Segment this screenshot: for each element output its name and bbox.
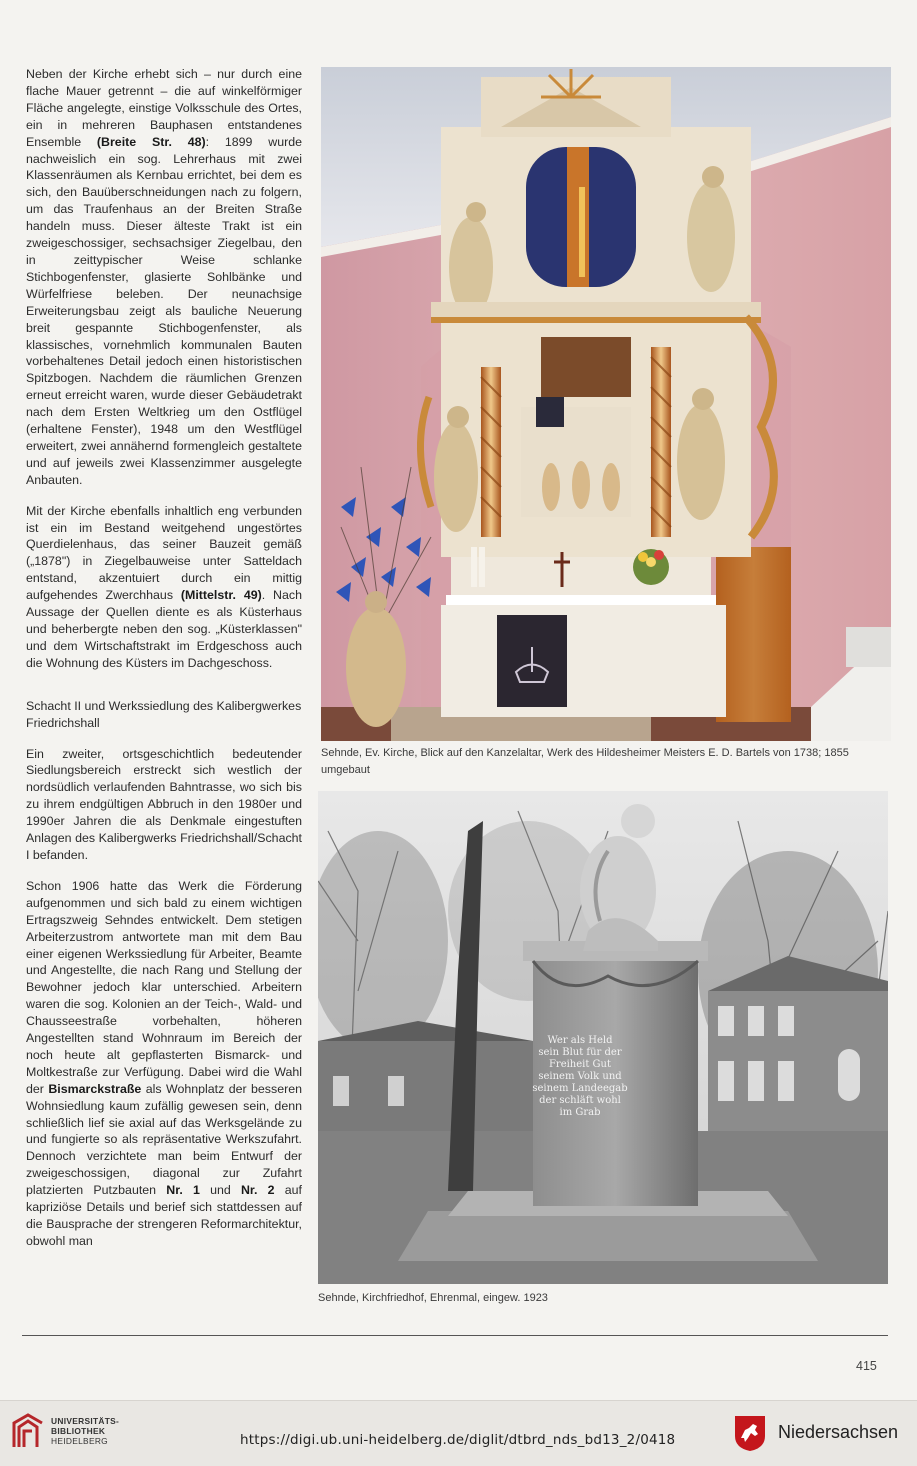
section-heading: Schacht II und Werkssiedlung des Kalibergwerkes Friedrichshall (26, 698, 302, 730)
memorial-photo-caption: Sehnde, Kirchfriedhof, Ehrenmal, eingew. 1923 (318, 1292, 548, 1304)
svg-text:seinem Landeegab: seinem Landeegab (532, 1083, 628, 1094)
altar-photo-caption: Sehnde, Ev. Kirche, Blick auf den Kanzelaltar, Werk des Hildesheimer Meisters E. D. Bartels von 1738; 1855 umgebaut (321, 747, 849, 776)
page-number: 415 (856, 1359, 877, 1373)
document-url-link[interactable]: https://digi.ub.uni-heidelberg.de/diglit/dtbrd_nds_bd13_2/0418 (240, 1432, 676, 1448)
niedersachsen-horse-crest-icon (733, 1414, 767, 1452)
svg-text:seinem Volk und: seinem Volk und (538, 1071, 622, 1082)
address-mittelstr: (Mittelstr. 49) (180, 588, 262, 603)
niedersachsen-label: Niedersachsen (778, 1422, 899, 1442)
street-bismarckstrasse: Bismarckstraße (48, 1081, 142, 1096)
altar-illustration (321, 67, 891, 741)
viewer-footer (0, 1400, 917, 1466)
paragraph-kuesterhaus: Mit der Kirche ebenfalls inhaltlich eng verbunden ist ein im Bestand weitgehend ungestörtes Querdielenhaus, das seiner Bauzeit gemäß („1878") in Ziegelbauweise unter Satteldach entstand, akzentuiert durch ein mittig aufgehendes Zwerchhaus (Mittelstr. 49). Nach Aussage der Quellen diente es als Küsterhaus und beherbergte neben den sog. „Küsterklassen" und dem Wirtschaftstrakt im Erdgeschoss auch die Wohnung des Küsters im Dachgeschoss. (26, 503, 302, 670)
house-nr-2: Nr. 2 (240, 1183, 275, 1198)
altar-photo (321, 67, 891, 741)
memorial-illustration (318, 791, 888, 1284)
heidelberg-library-logo-icon (10, 1413, 46, 1451)
paragraph-volksschule: Neben der Kirche erhebt sich – nur durch eine flache Mauer getrennt – die auf winkelförmiger Fläche angelegte, einstige Volksschule des Ortes, ein in mehreren Bauphasen entstandenes Ensemble (Breite Str. 48): 1899 wurde nachweislich ein sog. Lehrerhaus mit zwei Klassenräumen als Kernbau errichtet, bei dem es sich, den Bauüberschneidungen nach zu folgern, um das Traufenhaus an der Breiten Straße handeln muss. Dieser älteste Trakt ist ein zweigeschossiger, sechsachsiger Ziegelbau, den in zeittypischer Weise schlanke Stichbogenfenster, glasierte Sohlbänke und Würfelfriese beleben. Der neunachsige Erweiterungsbau zeigt als bauliche Neuerung breit gespannte Stichbogenfenster, als klassisches, vornehmlich kommunalen Bauten vorbehaltenes Detail jedoch einen historistischen Spitzbogen. Nachdem die räumlichen Grenzen erneut erreicht waren, wurde dieser Gebäudetrakt nach dem Ersten Weltkrieg um den Ostflügel (erhaltene Fenster), 1948 um den Westflügel erweitert, zwei annähernd formengleich gestaltete und auf jeweils zwei Klassenzimmer ausgelegte Anbauten. (26, 67, 302, 487)
svg-text:der schläft wohl: der schläft wohl (539, 1095, 621, 1106)
house-nr-1: Nr. 1 (166, 1183, 200, 1198)
library-name: UNIVERSITÄTS- BIBLIOTHEK HEIDELBERG (51, 1416, 120, 1446)
address-breite-str: (Breite Str. 48) (96, 134, 206, 149)
memorial-inscription (532, 1035, 627, 1118)
svg-text:Wer als Held: Wer als Held (547, 1035, 613, 1046)
memorial-photo (318, 791, 888, 1284)
text-column (26, 66, 302, 1264)
footer-rule (22, 1335, 888, 1336)
paragraph-siedlungsbereich: Ein zweiter, ortsgeschichtlich bedeutender Siedlungsbereich erstreckt sich westlich der nordsüdlich verlaufenden Bahntrasse, wo sich bis zu ihrem endgültigen Abbruch in den 1980er und 1990er Jahren die als Denkmale eingestuften Anlagen des Kalibergwerks Friedrichshall/Schacht I befanden. (26, 746, 302, 862)
svg-text:im Grab: im Grab (559, 1107, 601, 1118)
svg-text:sein Blut für der: sein Blut für der (538, 1047, 622, 1058)
svg-text:Freiheit Gut: Freiheit Gut (548, 1059, 612, 1070)
paragraph-werkssiedlung: Schon 1906 hatte das Werk die Förderung aufgenommen und sich bald zu einem wichtigen Ertragszweig Sehndes entwickelt. Dem stetigen Arbeiterzustrom antwortete man mit dem Bau einer eigenen Werkssiedlung für Arbeiter, Beamte und Angestellte, die nach Rang und Stellung der Bewohner jedoch klar unterschied. Arbeitern waren die sog. Kolonien an der Teich-, Wald- und Chausseestraße vorbehalten, höheren Angestellten stand Wohnraum im Bereich der noch heute alt gepflasterten Bismarck- und Moltkestraße zur Verfügung. Dabei wird die Wahl der Bismarckstraße als Wohnplatz der besseren Wohnsiedlung kaum zufällig gewesen sein, denn schließlich lief sie axial auf das Werksgelände zu und fungierte so als repräsentative Werkszufahrt. Dennoch verzichtete man beim Entwurf der zweigeschossigen, diagonal zur Zufahrt platzierten Putzbauten Nr. 1 und Nr. 2 auf kapriziöse Details und berief sich stattdessen auf die Bausprache der strengeren Reformarchitektur, obwohl man (26, 878, 302, 1248)
